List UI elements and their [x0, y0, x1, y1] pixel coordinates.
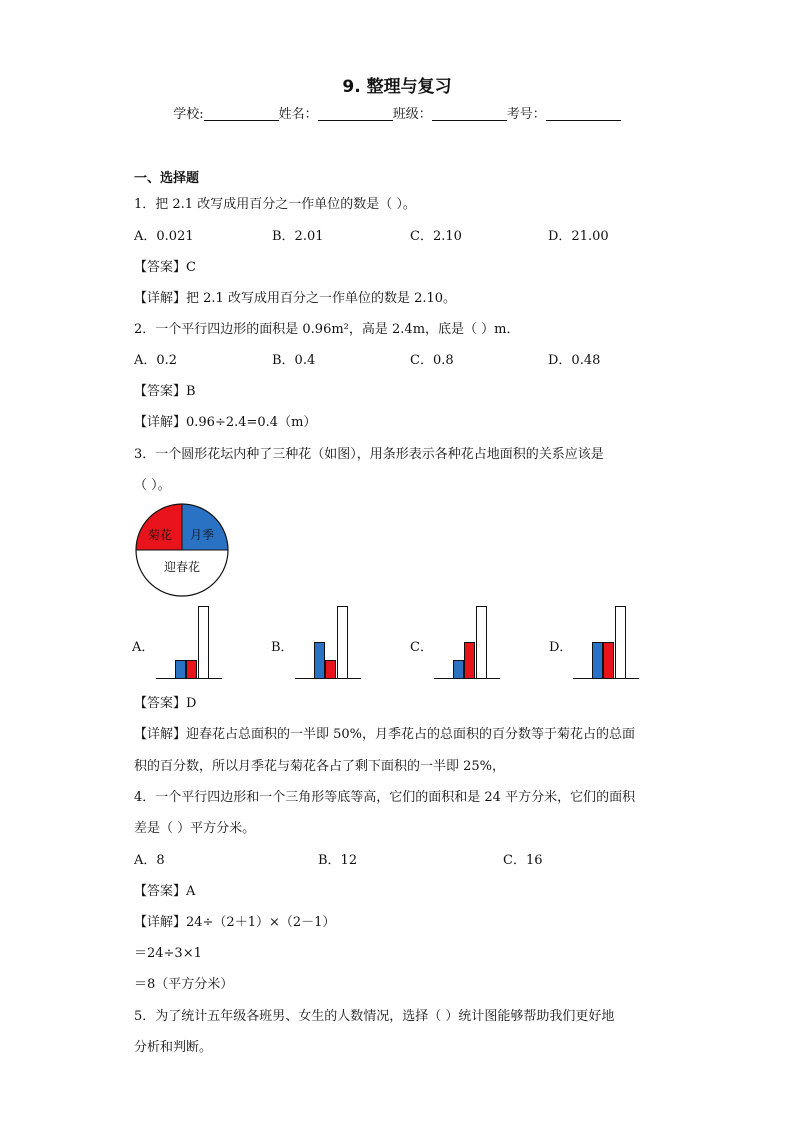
- pie-label-ju: 菊花: [147, 528, 173, 542]
- q4-options: [134, 849, 694, 867]
- class-blank: [432, 106, 507, 121]
- q5-stem-line2: 分析和判断。: [134, 1040, 213, 1055]
- q4-detail-line2: ＝24÷3×1: [134, 946, 202, 961]
- q3-stem-line2: （ ）。: [134, 478, 171, 493]
- pie-slice-yue: [182, 504, 228, 550]
- school-blank: [204, 106, 279, 121]
- q2-options: [134, 349, 694, 367]
- bar-red: [186, 660, 197, 679]
- exam-no-label: 考号：: [506, 107, 546, 122]
- q4-option-a: A．8: [134, 853, 165, 868]
- school-label: 学校:: [173, 107, 204, 122]
- bar-red: [464, 642, 475, 679]
- q1-options: [134, 225, 694, 243]
- q3-option-c-label: C．: [410, 640, 433, 655]
- class-label: 班级：: [392, 107, 432, 122]
- bar-blue: [314, 642, 325, 679]
- q4-stem-line1: 4．一个平行四边形和一个三角形等底等高，它们的面积和是 24 平方分米，它们的面积: [134, 790, 636, 805]
- bar-blue: [175, 660, 186, 679]
- bar-blue: [592, 642, 603, 679]
- q2-answer: 【答案】B: [134, 384, 196, 399]
- bar-red: [325, 660, 336, 679]
- page-title: 9. 整理与复习: [342, 77, 452, 97]
- q3-detail-line1: 【详解】迎春花占总面积的一半即 50%，月季花占的总面积的百分数等于菊花占的总面: [134, 727, 636, 742]
- q4-stem-line2: 差是（ ）平方分米。: [134, 821, 256, 836]
- name-blank: [318, 106, 393, 121]
- q2-option-c: C．0.8: [410, 353, 454, 368]
- q1-detail: 【详解】把 2.1 改写成用百分之一作单位的数是 2.10。: [134, 291, 457, 306]
- q2-option-d: D．0.48: [548, 353, 601, 368]
- bar-white: [476, 606, 487, 679]
- bar-white: [337, 606, 348, 679]
- q2-stem: 2．一个平行四边形的面积是 0.96m²，高是 2.4m，底是（ ）m．: [134, 322, 520, 337]
- q3-option-a-label: A．: [132, 640, 155, 655]
- exam-no-blank: [546, 106, 621, 121]
- q3-answer: 【答案】D: [134, 696, 197, 711]
- section-heading: 一、选择题: [134, 171, 200, 186]
- q1-option-a: A．0.021: [134, 229, 194, 244]
- bar-blue: [453, 660, 464, 679]
- q4-option-c: C．16: [503, 853, 543, 868]
- q4-option-b: B．12: [318, 853, 358, 868]
- pie-label-ying: 迎春花: [163, 560, 201, 574]
- bar-white: [198, 606, 209, 679]
- q2-option-a: A．0.2: [134, 353, 178, 368]
- q1-option-d: D．21.00: [548, 229, 609, 244]
- q4-answer: 【答案】A: [134, 884, 196, 899]
- bar-red: [603, 642, 614, 679]
- bar-white: [615, 606, 626, 679]
- pie-label-yue: 月季: [189, 528, 215, 542]
- q2-detail: 【详解】0.96÷2.4=0.4（m）: [134, 415, 317, 430]
- name-label: 姓名：: [278, 107, 318, 122]
- q1-option-b: B．2.01: [272, 229, 324, 244]
- pie-slice-ju: [136, 504, 182, 550]
- q1-answer: 【答案】C: [134, 260, 196, 275]
- q2-option-b: B．0.4: [272, 353, 316, 368]
- student-info-line: [0, 103, 794, 122]
- q3-option-b-label: B．: [271, 640, 294, 655]
- q4-detail-line1: 【详解】24÷（2＋1）×（2－1）: [134, 915, 336, 930]
- q3-detail-line2: 积的百分数，所以月季花与菊花各占了剩下面积的一半即 25%，: [134, 759, 506, 774]
- q1-option-c: C．2.10: [410, 229, 462, 244]
- q3-stem-line1: 3．一个圆形花坛内种了三种花（如图），用条形表示各种花占地面积的关系应该是: [134, 447, 604, 462]
- q1-stem: 1．把 2.1 改写成用百分之一作单位的数是（ ）。: [134, 197, 416, 212]
- q4-detail-line3: ＝8（平方分米）: [134, 977, 234, 992]
- q5-stem-line1: 5．为了统计五年级各班男、女生的人数情况，选择（ ）统计图能够帮助我们更好地: [134, 1009, 615, 1024]
- flower-bed-pie: [134, 503, 230, 597]
- q3-option-d-label: D．: [549, 640, 573, 655]
